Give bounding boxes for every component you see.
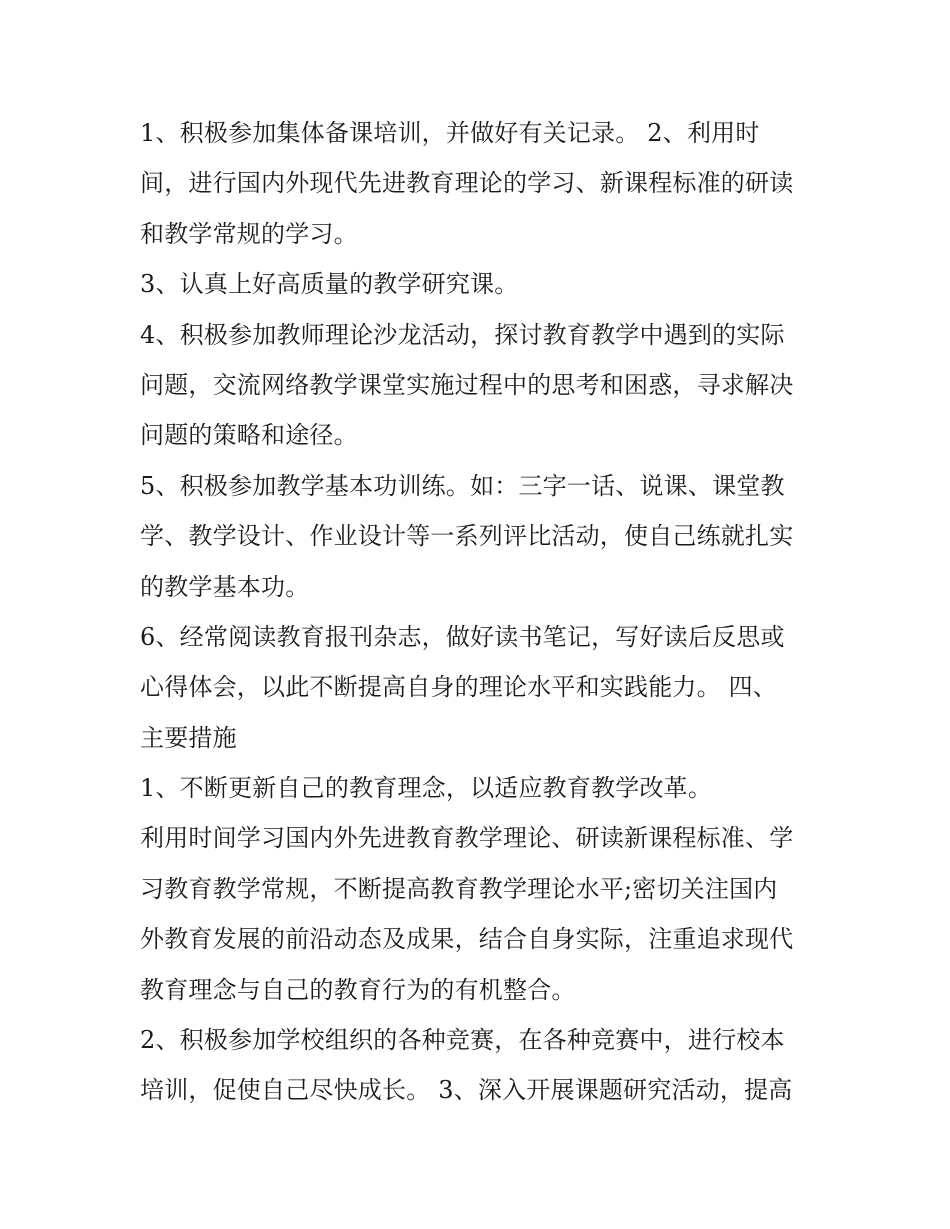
text-line: 利用时间学习国内外先进教育教学理论、研读新课程标准、学 [140, 824, 794, 853]
section-heading: 主要措施 [140, 723, 237, 752]
text-line: 问题的策略和途径。 [140, 421, 358, 450]
text-line: 教育理念与自己的教育行为的有机整合。 [140, 975, 576, 1004]
text-line: 间，进行国内外现代先进教育理论的学习、新课程标准的研读 [140, 169, 794, 198]
text-line: 1、积极参加集体备课培训，并做好有关记录。 2、利用时 [140, 119, 760, 147]
text-line: 培训，促使自己尽快成长。 3、深入开展课题研究活动，提高 [140, 1076, 793, 1105]
text-line: 1、不断更新自己的教育理念，以适应教育教学改革。 [140, 774, 713, 803]
text-line: 的教学基本功。 [140, 572, 310, 601]
text-line: 6、经常阅读教育报刊杂志，做好读书笔记，写好读后反思或 [140, 622, 785, 651]
document-body [140, 108, 830, 1116]
text-line: 4、积极参加教师理论沙龙活动，探讨教育教学中遇到的实际 [140, 320, 785, 349]
text-line: 5、积极参加教学基本功训练。如：三字一话、说课、课堂教 [140, 471, 785, 500]
text-line: 问题，交流网络教学课堂实施过程中的思考和困惑，寻求解决 [140, 370, 794, 399]
text-line: 心得体会，以此不断提高自身的理论水平和实践能力。 四、 [140, 673, 778, 702]
text-line: 外教育发展的前沿动态及成果，结合自身实际，注重追求现代 [140, 925, 794, 954]
text-line: 2、积极参加学校组织的各种竞赛，在各种竞赛中，进行校本 [140, 1026, 785, 1055]
text-line: 和教学常规的学习。 [140, 219, 358, 248]
text-line: 学、教学设计、作业设计等一系列评比活动，使自己练就扎实 [140, 522, 794, 551]
text-line: 习教育教学常规，不断提高教育教学理论水平;密切关注国内 [140, 874, 778, 903]
text-line: 3、认真上好高质量的教学研究课。 [140, 270, 519, 299]
